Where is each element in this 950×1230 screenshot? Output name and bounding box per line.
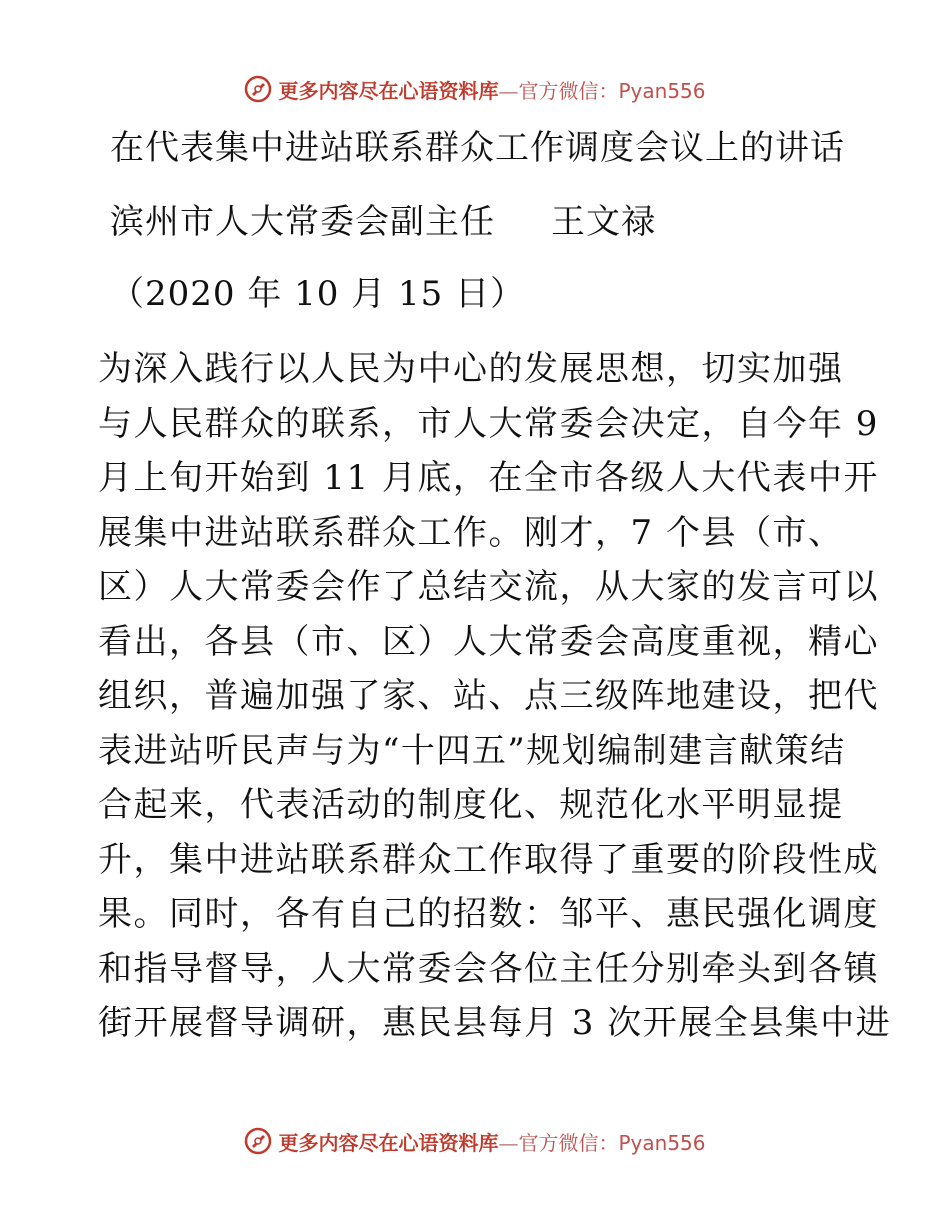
body-line: 月上旬开始到 11 月底，在全市各级人大代表中开 — [98, 458, 879, 498]
body-line: 为深入践行以人民为中心的发展思想，切实加强 — [98, 349, 844, 389]
author-role: 滨州市人大常委会副主任 — [110, 202, 495, 242]
speech-date: （2020 年 10 月 15 日） — [110, 274, 526, 314]
body-line: 与人民群众的联系，市人大常委会决定，自今年 9 — [98, 403, 879, 444]
watermark-header — [0, 72, 950, 106]
author-line — [110, 198, 656, 246]
logo-icon — [244, 1127, 272, 1155]
body-line: 表进站听民声与为“十四五”规划编制建言献策结 — [98, 730, 846, 771]
body-line: 街开展督导调研，惠民县每月 3 次开展全县集中进 — [98, 1003, 892, 1043]
body-paragraph — [98, 345, 892, 1054]
body-line: 组织，普遍加强了家、站、点三级阵地建设，把代 — [98, 676, 879, 716]
watermark-text: 更多内容尽在心语资料库—官方微信：Pyan556 — [278, 78, 706, 103]
author-name: 王文禄 — [551, 202, 656, 242]
body-line: 升，集中进站联系群众工作取得了重要的阶段性成 — [98, 839, 879, 880]
body-line: 区）人大常委会作了总结交流，从大家的发言可以 — [98, 567, 879, 607]
body-line: 展集中进站联系群众工作。刚才，7 个县（市、 — [98, 512, 844, 553]
document-title: 在代表集中进站联系群众工作调度会议上的讲话 — [110, 128, 845, 168]
body-line: 看出，各县（市、区）人大常委会高度重视，精心 — [98, 621, 879, 662]
body-line: 果。同时，各有自己的招数：邹平、惠民强化调度 — [98, 894, 879, 934]
body-line: 和指导督导，人大常委会各位主任分别牵头到各镇 — [98, 948, 879, 989]
body-line: 合起来，代表活动的制度化、规范化水平明显提 — [98, 785, 844, 825]
watermark-footer — [0, 1124, 950, 1158]
watermark-text: 更多内容尽在心语资料库—官方微信：Pyan556 — [278, 1130, 706, 1155]
logo-icon — [244, 75, 272, 103]
